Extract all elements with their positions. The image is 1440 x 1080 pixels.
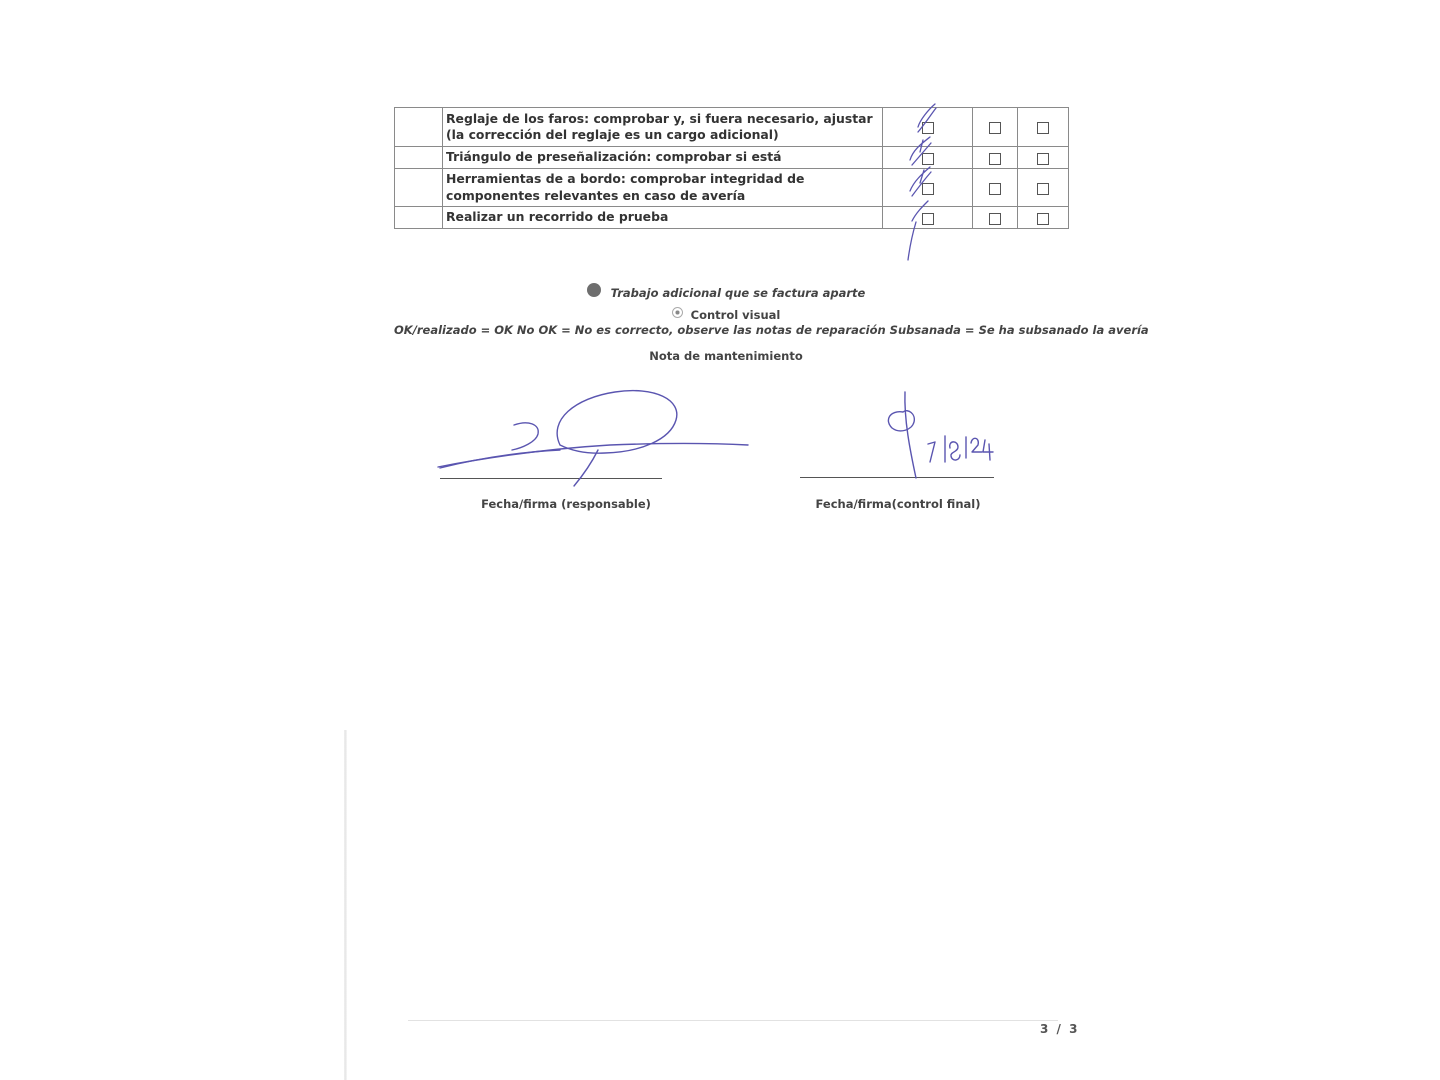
not-ok-checkbox[interactable] — [989, 122, 1001, 134]
table-row — [395, 147, 1069, 169]
fixed-cell[interactable] — [1018, 108, 1069, 147]
not-ok-checkbox[interactable] — [989, 213, 1001, 225]
table-row — [395, 207, 1069, 229]
ok-cell[interactable] — [883, 169, 973, 207]
signature-line-final-control — [800, 477, 994, 478]
row-number-cell — [395, 108, 443, 147]
row-text: Herramientas de a bordo: comprobar integridad de componentes relevantes en caso de avería — [443, 169, 883, 207]
fixed-checkbox[interactable] — [1037, 153, 1049, 165]
not-ok-cell[interactable] — [973, 169, 1018, 207]
legend-extra-work-text: Trabajo adicional que se factura aparte — [610, 286, 866, 300]
fixed-checkbox[interactable] — [1037, 122, 1049, 134]
not-ok-checkbox[interactable] — [989, 153, 1001, 165]
scan-line — [408, 1020, 1058, 1021]
row-number-cell — [395, 207, 443, 229]
not-ok-cell[interactable] — [973, 108, 1018, 147]
row-number-cell — [395, 169, 443, 207]
fixed-checkbox[interactable] — [1037, 213, 1049, 225]
not-ok-checkbox[interactable] — [989, 183, 1001, 195]
legend-visual-control-text: Control visual — [690, 308, 781, 322]
filled-circle-icon — [587, 283, 601, 297]
ok-checkbox[interactable] — [922, 153, 934, 165]
signature-label-responsible: Fecha/firma (responsable) — [481, 497, 651, 511]
table-row — [395, 169, 1069, 207]
page-number: 3 / 3 — [1040, 1022, 1080, 1036]
table-row — [395, 108, 1069, 147]
not-ok-cell[interactable] — [973, 207, 1018, 229]
row-number-cell — [395, 147, 443, 169]
ok-checkbox[interactable] — [922, 122, 934, 134]
legend-visual-control — [394, 308, 1058, 322]
row-text: Reglaje de los faros: comprobar y, si fuera necesario, ajustar (la corrección del reglaje es un cargo adicional) — [443, 108, 883, 147]
checklist-table — [394, 107, 1069, 229]
fixed-cell[interactable] — [1018, 207, 1069, 229]
eye-circle-icon — [672, 307, 683, 318]
ok-checkbox[interactable] — [922, 213, 934, 225]
scan-edge — [344, 730, 347, 1080]
fixed-cell[interactable] — [1018, 147, 1069, 169]
not-ok-cell[interactable] — [973, 147, 1018, 169]
maintenance-note-title: Nota de mantenimiento — [649, 349, 803, 363]
ok-cell[interactable] — [883, 207, 973, 229]
fixed-cell[interactable] — [1018, 169, 1069, 207]
ok-cell[interactable] — [883, 108, 973, 147]
row-text: Realizar un recorrido de prueba — [443, 207, 883, 229]
signature-label-final-control: Fecha/firma(control final) — [815, 497, 981, 511]
ok-checkbox[interactable] — [922, 183, 934, 195]
legend-status-keys: OK/realizado = OK No OK = No es correcto, observe las notas de reparación Subsanada = Se ha subsanado la avería — [394, 323, 1149, 337]
legend-extra-work — [394, 286, 1058, 300]
fixed-checkbox[interactable] — [1037, 183, 1049, 195]
ok-cell[interactable] — [883, 147, 973, 169]
signature-line-responsible — [440, 478, 662, 479]
row-text: Triángulo de preseñalización: comprobar si está — [443, 147, 883, 169]
